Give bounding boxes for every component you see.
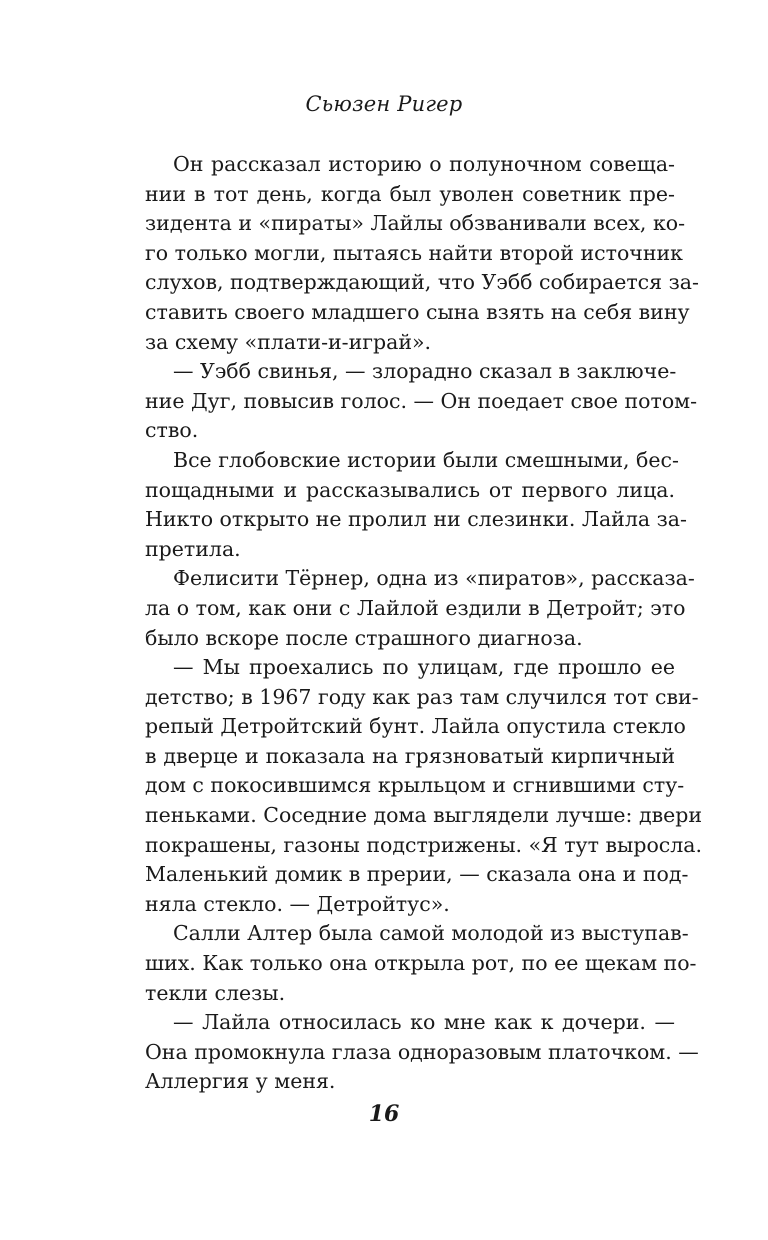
- running-head: Сьюзен Ригер: [305, 92, 463, 116]
- text-line: было вскоре после страшного диагноза.: [145, 625, 583, 650]
- text-line: го только могли, пытаясь найти второй источник: [145, 240, 683, 265]
- body-text: [145, 150, 703, 1097]
- text-line: — Лайла относилась ко мне как к дочери. —: [173, 1010, 675, 1035]
- text-line: Все глобовские истории были смешными, бес-: [173, 447, 679, 472]
- text-line: претила.: [145, 536, 241, 561]
- paragraph: [145, 446, 687, 564]
- text-line: Фелисити Тёрнер, одна из «пиратов», рассказа-: [173, 566, 695, 591]
- text-line: пеньками. Соседние дома выглядели лучше: двери: [145, 803, 703, 828]
- paragraph: [145, 357, 698, 446]
- paragraph: [145, 653, 703, 919]
- text-line: ставить своего младшего сына взять на себя вину: [145, 299, 690, 324]
- text-line: дом с покосившимся крыльцом и сгнившими сту-: [145, 773, 685, 798]
- text-line: пощадными и рассказывались от первого лица.: [145, 477, 675, 502]
- text-line: няла стекло. — Детройтус».: [145, 891, 450, 916]
- text-line: Маленький домик в прерии, — сказала она и под-: [145, 862, 689, 887]
- paragraph: [145, 150, 699, 357]
- text-line: Никто открыто не пролил ни слезинки. Лайла за-: [145, 507, 687, 532]
- text-line: — Уэбб свинья, — злорадно сказал в заключе-: [173, 359, 677, 384]
- text-line: детство; в 1967 году как раз там случился тот сви-: [145, 684, 699, 709]
- text-line: нии в тот день, когда был уволен советник пре-: [145, 181, 675, 206]
- text-line: Салли Алтер была самой молодой из выступав-: [173, 921, 689, 946]
- text-line: — Мы проехались по улицам, где прошло ее: [173, 655, 675, 680]
- text-line: текли слезы.: [145, 980, 286, 1005]
- text-line: покрашены, газоны подстрижены. «Я тут выросла.: [145, 832, 703, 857]
- text-line: ла о том, как они с Лайлой ездили в Детройт; это: [145, 595, 686, 620]
- paragraph: [145, 564, 695, 653]
- text-line: в дверце и показала на грязноватый кирпичный: [145, 743, 675, 768]
- text-line: зидента и «пираты» Лайлы обзванивали всех, ко-: [145, 211, 686, 236]
- text-line: Он рассказал историю о полуночном совеща-: [173, 152, 675, 176]
- text-line: Она промокнула глаза одноразовым платочком. —: [145, 1039, 699, 1064]
- text-line: ние Дуг, повысив голос. — Он поедает свое потом-: [145, 388, 698, 413]
- text-line: ших. Как только она открыла рот, по ее щекам по-: [145, 951, 697, 976]
- page-number: 16: [368, 1101, 400, 1127]
- text-line: за схему «плати-и-играй».: [145, 329, 432, 354]
- text-line: Аллергия у меня.: [145, 1069, 336, 1094]
- text-line: репый Детройтский бунт. Лайла опустила стекло: [145, 714, 686, 739]
- paragraph: [145, 919, 697, 1008]
- text-line: ство.: [145, 418, 199, 443]
- text-line: слухов, подтверждающий, что Уэбб собирается за-: [145, 270, 699, 295]
- paragraph: [145, 1008, 699, 1097]
